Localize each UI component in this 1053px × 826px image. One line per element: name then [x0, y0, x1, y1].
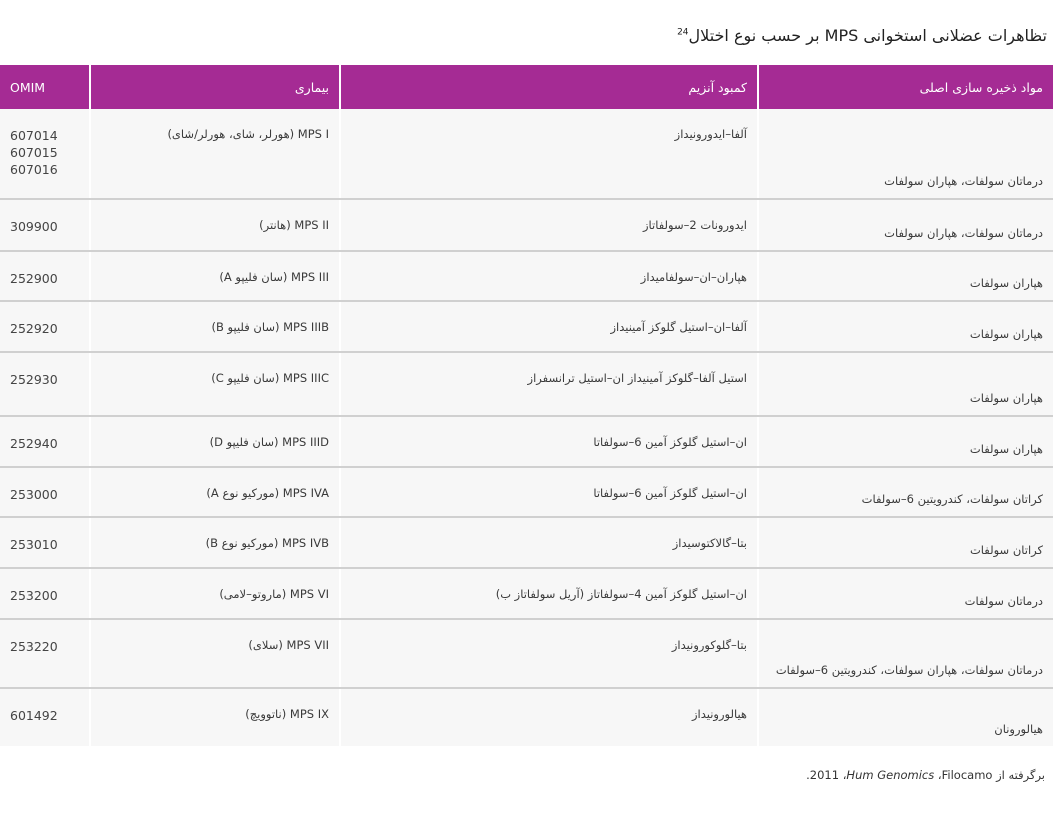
disease-code: MPS IIID — [282, 435, 329, 449]
cell-enzyme: آلفا–ان–استیل گلوکز آمینیداز — [340, 301, 758, 352]
cell-omim — [0, 568, 90, 619]
table-row — [0, 568, 1053, 619]
cell-enzyme: هپاران–ان–سولفامیداز — [340, 251, 758, 301]
disease-code: MPS II — [294, 218, 329, 232]
disease-name: (سان فلیپو C) — [211, 371, 280, 385]
table-row — [0, 619, 1053, 688]
header-substances: مواد ذخیره سازی اصلی — [758, 65, 1053, 109]
omim-number: 253220 — [10, 639, 58, 654]
footnote — [806, 768, 1045, 782]
disease-name: (سان فلیپو B) — [211, 320, 280, 334]
cell-omim — [0, 416, 90, 467]
cell-disease — [90, 416, 340, 467]
footnote-prefix: برگرفته از — [992, 768, 1045, 782]
cell-omim — [0, 352, 90, 416]
cell-disease — [90, 301, 340, 352]
cell-enzyme: آلفا–ایدورونیداز — [340, 109, 758, 199]
mps-table — [0, 65, 1053, 746]
disease-code: MPS VI — [289, 587, 329, 601]
cell-omim — [0, 688, 90, 746]
cell-substances: درماتان سولفات، هپاران سولفات، کندرویتین 6–سولفات — [758, 619, 1053, 688]
disease-name: (ماروتو–لامی) — [219, 587, 287, 601]
table-row — [0, 467, 1053, 517]
cell-substances: درماتان سولفات، هپاران سولفات — [758, 109, 1053, 199]
footnote-sep2: ، — [839, 768, 847, 782]
disease-name: (ناتوویچ) — [245, 707, 287, 721]
omim-number: 607015 — [10, 145, 58, 160]
disease-code: MPS IIIC — [282, 371, 329, 385]
disease-code: MPS IIIB — [283, 320, 329, 334]
disease-name: (مورکیو نوع A) — [206, 486, 280, 500]
disease-name: (سان فلیپو D) — [209, 435, 279, 449]
disease-code: MPS IVA — [282, 486, 329, 500]
table-row — [0, 688, 1053, 746]
footnote-author: Filocamo — [941, 768, 993, 782]
disease-name: (سان فلیپو A) — [219, 270, 288, 284]
cell-substances: کراتان سولفات — [758, 517, 1053, 568]
table-row — [0, 352, 1053, 416]
omim-number: 607014 — [10, 128, 58, 143]
table-row — [0, 416, 1053, 467]
header-omim: OMIM — [0, 65, 90, 109]
omim-number: 253010 — [10, 537, 58, 552]
cell-enzyme: هیالورونیداز — [340, 688, 758, 746]
disease-name: (هورلر، شای، هورلر/شای) — [167, 127, 295, 141]
omim-number: 607016 — [10, 162, 58, 177]
cell-disease — [90, 688, 340, 746]
disease-code: MPS IX — [289, 707, 329, 721]
cell-omim — [0, 301, 90, 352]
table-row — [0, 251, 1053, 301]
omim-number: 252940 — [10, 436, 58, 451]
disease-name: (مورکیو نوع B) — [205, 536, 279, 550]
cell-substances: هپاران سولفات — [758, 352, 1053, 416]
cell-disease — [90, 251, 340, 301]
footnote-end: . — [806, 768, 810, 782]
omim-number: 252900 — [10, 271, 58, 286]
omim-number: 252920 — [10, 321, 58, 336]
cell-substances: کراتان سولفات، کندرویتین 6–سولفات — [758, 467, 1053, 517]
disease-code: MPS III — [291, 270, 329, 284]
footnote-journal: Hum Genomics — [846, 768, 935, 782]
cell-substances: هیالورونان — [758, 688, 1053, 746]
omim-number: 252930 — [10, 372, 58, 387]
cell-omim — [0, 199, 90, 251]
disease-code: MPS I — [297, 127, 329, 141]
cell-substances: هپاران سولفات — [758, 251, 1053, 301]
cell-omim — [0, 109, 90, 199]
footnote-year: 2011 — [809, 768, 840, 782]
cell-substances: درماتان سولفات، هپاران سولفات — [758, 199, 1053, 251]
cell-omim — [0, 517, 90, 568]
header-disease: بیماری — [90, 65, 340, 109]
cell-omim — [0, 467, 90, 517]
table-row — [0, 517, 1053, 568]
cell-enzyme: ان–استیل گلوکز آمین 6–سولفاتا — [340, 467, 758, 517]
table-header-row — [0, 65, 1053, 109]
cell-disease — [90, 467, 340, 517]
table-row — [0, 109, 1053, 199]
cell-enzyme: ان–استیل گلوکز آمین 6–سولفاتا — [340, 416, 758, 467]
footnote-sep1: ، — [934, 768, 942, 782]
disease-code: MPS VII — [286, 638, 329, 652]
omim-number: 601492 — [10, 708, 58, 723]
cell-enzyme: بتا–گلوکورونیداز — [340, 619, 758, 688]
disease-code: MPS IVB — [282, 536, 329, 550]
page-title-text: تظاهرات عضلانی استخوانی MPS بر حسب نوع اختلال — [688, 26, 1047, 45]
omim-number: 253000 — [10, 487, 58, 502]
page-title — [0, 26, 1047, 45]
cell-enzyme: ان–استیل گلوکز آمین 4–سولفاتاز (آریل سولفاتاز ب) — [340, 568, 758, 619]
disease-name: (هانتر) — [259, 218, 291, 232]
omim-number: 309900 — [10, 219, 58, 234]
cell-substances: هپاران سولفات — [758, 416, 1053, 467]
cell-disease — [90, 109, 340, 199]
table-row — [0, 199, 1053, 251]
title-reference: 24 — [677, 27, 689, 38]
cell-enzyme: استیل آلفا–گلوکز آمینیداز ان–استیل ترانسفراز — [340, 352, 758, 416]
cell-substances: درماتان سولفات — [758, 568, 1053, 619]
header-enzyme: کمبود آنزیم — [340, 65, 758, 109]
disease-name: (سلای) — [248, 638, 283, 652]
cell-disease — [90, 619, 340, 688]
cell-enzyme: بتا–گالاکتوسیداز — [340, 517, 758, 568]
cell-disease — [90, 199, 340, 251]
cell-substances: هپاران سولفات — [758, 301, 1053, 352]
cell-disease — [90, 352, 340, 416]
omim-number: 253200 — [10, 588, 58, 603]
cell-enzyme: ایدورونات 2–سولفاتاز — [340, 199, 758, 251]
cell-disease — [90, 517, 340, 568]
cell-omim — [0, 619, 90, 688]
table-row — [0, 301, 1053, 352]
cell-disease — [90, 568, 340, 619]
table-body — [0, 109, 1053, 746]
cell-omim — [0, 251, 90, 301]
